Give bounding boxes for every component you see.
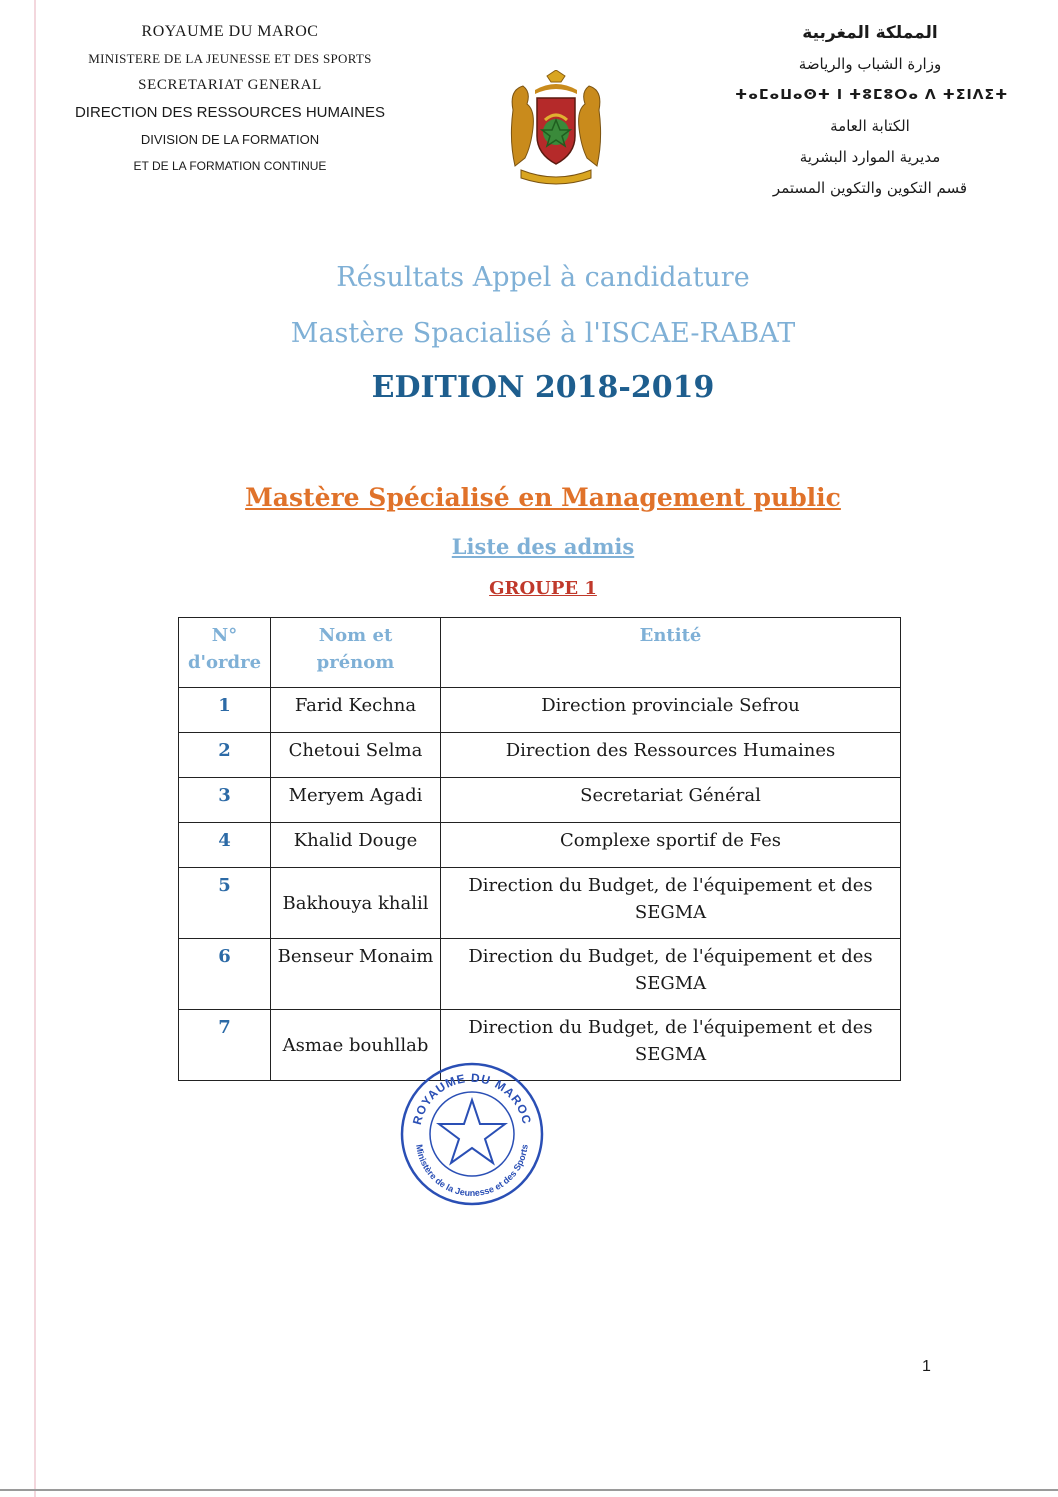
row-name: Khalid Douge xyxy=(271,823,441,868)
program-title: Mastère Spécialisé en Management public xyxy=(245,483,841,512)
header-left-line2: MINISTERE DE LA JEUNESSE ET DES SPORTS xyxy=(88,51,372,66)
stamp-text-top: ROYAUME DU MAROC xyxy=(409,1070,535,1127)
row-num: 5 xyxy=(179,868,271,939)
header-num: N° d'ordre xyxy=(179,618,271,688)
row-name: Asmae bouhllab xyxy=(271,1010,441,1081)
header-right-line1: المملكة المغربية xyxy=(802,23,938,43)
table-row xyxy=(179,868,901,939)
page-number: 1 xyxy=(922,1358,931,1375)
title-line1: Résultats Appel à candidature xyxy=(336,262,750,293)
row-entity: Direction des Ressources Humaines xyxy=(441,733,901,778)
scan-edge-bottom xyxy=(0,1489,1058,1491)
row-entity: Direction du Budget, de l'équipement et des SEGMA xyxy=(441,939,901,1010)
row-name: Bakhouya khalil xyxy=(271,868,441,939)
edition-title: EDITION 2018-2019 xyxy=(371,370,715,405)
row-name: Farid Kechna xyxy=(271,688,441,733)
header-right-line6: قسم التكوين والتكوين المستمر xyxy=(772,179,968,197)
row-entity: Direction du Budget, de l'équipement et des SEGMA xyxy=(441,868,901,939)
row-entity: Direction provinciale Sefrou xyxy=(441,688,901,733)
header-left-line6: ET DE LA FORMATION CONTINUE xyxy=(133,159,327,173)
row-name: Benseur Monaim xyxy=(271,939,441,1010)
list-title: Liste des admis xyxy=(451,534,635,559)
group-title: GROUPE 1 xyxy=(489,578,597,599)
header-right-line2: وزارة الشباب والرياضة xyxy=(798,55,942,73)
row-num: 7 xyxy=(179,1010,271,1081)
header-left-line3: SECRETARIAT GENERAL xyxy=(138,77,322,93)
header-name: Nom et prénom xyxy=(271,618,441,688)
row-name: Chetoui Selma xyxy=(271,733,441,778)
row-num: 6 xyxy=(179,939,271,1010)
header-left xyxy=(40,18,420,180)
row-name: Meryem Agadi xyxy=(271,778,441,823)
table-row xyxy=(179,939,901,1010)
table-row xyxy=(179,778,901,823)
row-num: 3 xyxy=(179,778,271,823)
admis-table-wrapper xyxy=(178,617,900,1081)
row-entity: Direction du Budget, de l'équipement et des SEGMA xyxy=(441,1010,901,1081)
row-num: 1 xyxy=(179,688,271,733)
admis-table xyxy=(178,617,901,1081)
ministry-stamp-icon xyxy=(398,1060,546,1208)
table-row xyxy=(179,823,901,868)
stamp-text-bottom: Ministère de la Jeunesse et des Sports xyxy=(414,1143,530,1199)
row-num: 2 xyxy=(179,733,271,778)
table-header-row xyxy=(179,618,901,688)
header-left-line5: DIVISION DE LA FORMATION xyxy=(140,132,320,147)
header-right xyxy=(735,18,1009,204)
row-num: 4 xyxy=(179,823,271,868)
header-right-line4: الكتابة العامة xyxy=(830,117,910,135)
header-right-line3: ⵜⴰⵎⴰⵡⴰⵙⵜ ⵏ ⵜⵓⵎⵓⵔⴰ ⴷ ⵜⵉⵏⴷⵉⵜ xyxy=(735,87,1009,103)
row-entity: Secretariat Général xyxy=(441,778,901,823)
header-left-line4: DIRECTION DES RESSOURCES HUMAINES xyxy=(74,104,386,121)
header-left-line1: ROYAUME DU MAROC xyxy=(141,23,319,40)
table-row xyxy=(179,733,901,778)
header-right-line5: مديرية الموارد البشرية xyxy=(799,148,941,166)
table-row xyxy=(179,688,901,733)
header-entity: Entité xyxy=(441,618,901,688)
scan-edge-left xyxy=(34,0,36,1497)
title-line2: Mastère Spacialisé à l'ISCAE-RABAT xyxy=(290,318,796,349)
royal-emblem-icon xyxy=(505,70,607,188)
row-entity: Complexe sportif de Fes xyxy=(441,823,901,868)
